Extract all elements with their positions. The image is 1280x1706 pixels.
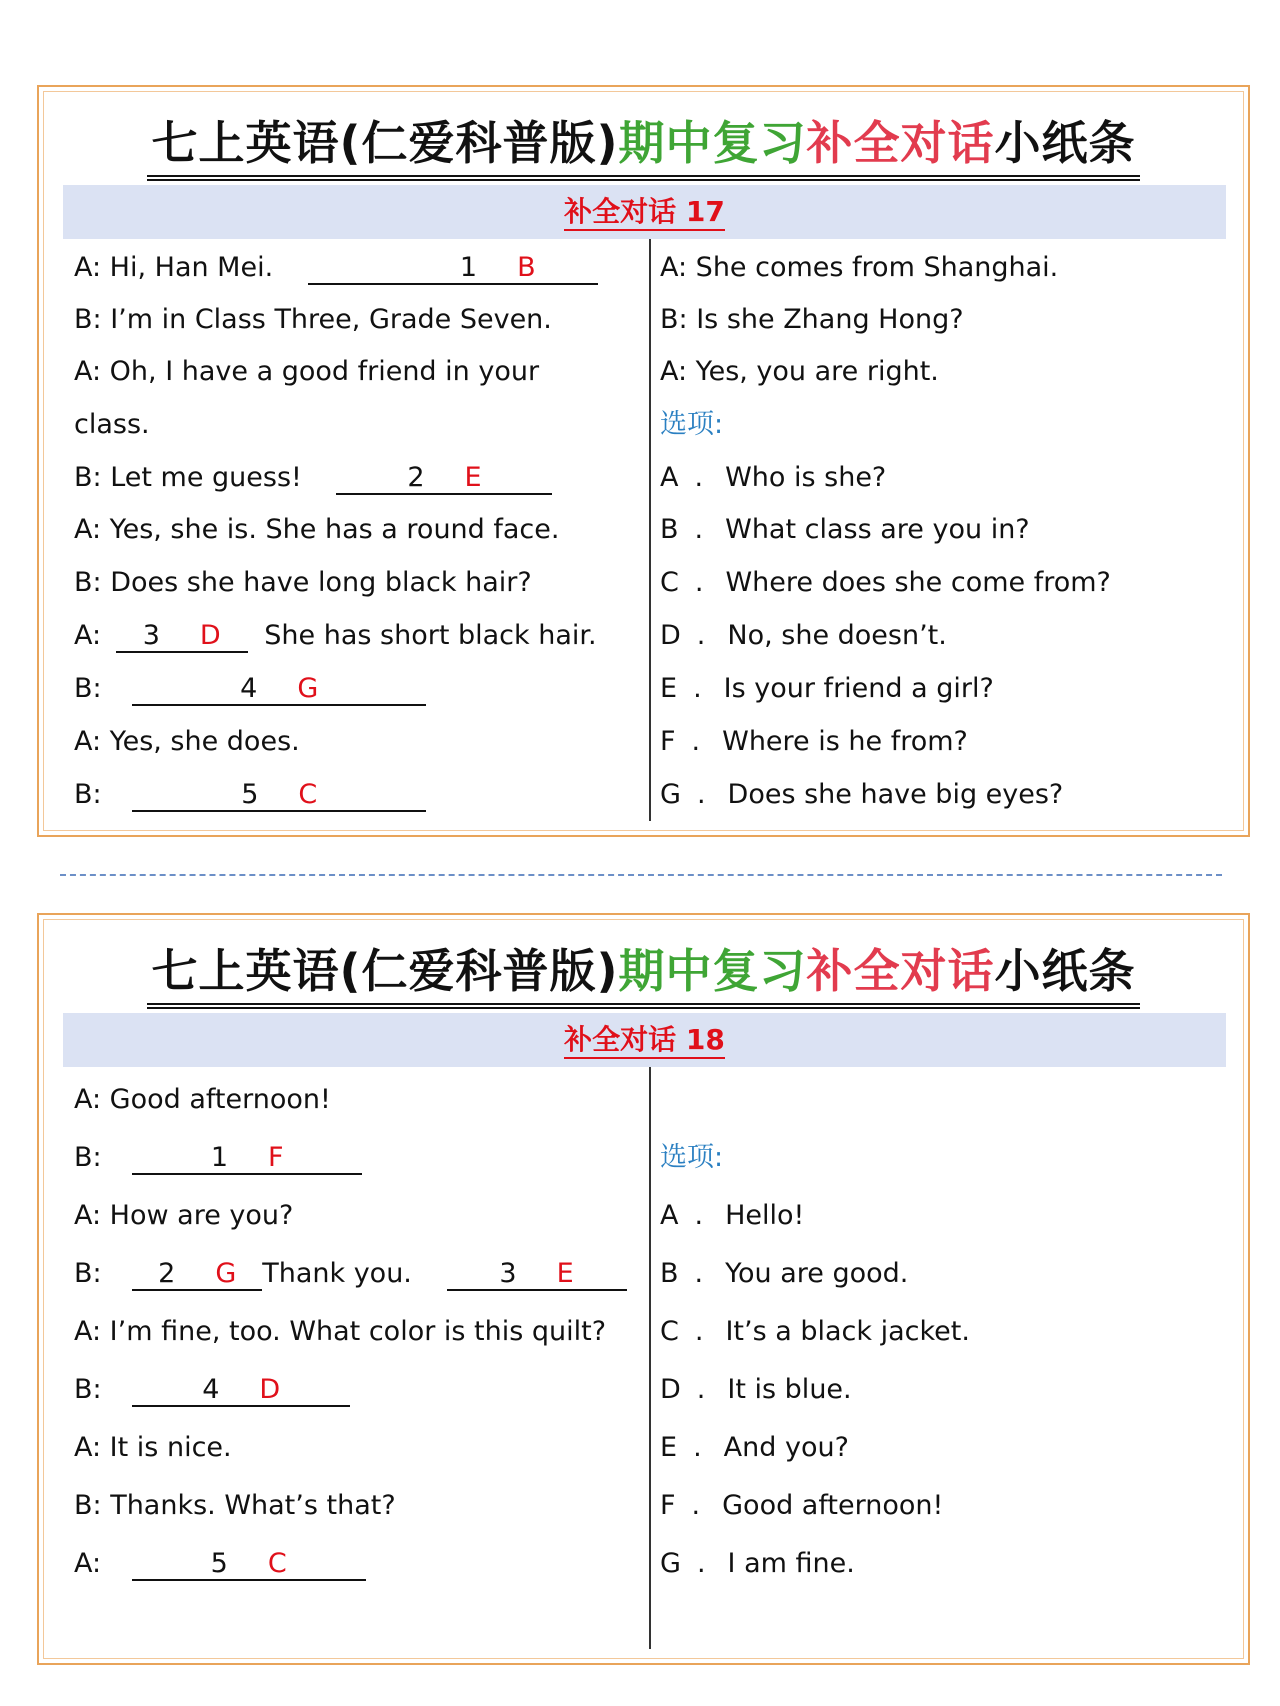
line-text: B: Let me guess! bbox=[74, 462, 302, 493]
option-item: C . Where does she come from? bbox=[660, 567, 1111, 598]
line-text: A: Good afternoon! bbox=[74, 1084, 331, 1115]
blank-answer: G bbox=[297, 673, 319, 704]
line-text: B: Does she have long black hair? bbox=[74, 567, 532, 598]
dialogue-line bbox=[74, 619, 597, 653]
dialogue-line bbox=[74, 1489, 396, 1523]
dialogue-line bbox=[74, 672, 426, 706]
blank-answer: C bbox=[298, 779, 318, 810]
option-item: F . Where is he from? bbox=[660, 726, 968, 757]
option-letter: C bbox=[660, 1316, 679, 1347]
option-item: D . It is blue. bbox=[660, 1374, 852, 1405]
speaker-label: B: bbox=[74, 673, 102, 704]
blank-number: 4 bbox=[240, 673, 258, 704]
dialogue-line bbox=[660, 303, 964, 337]
dialogue-line bbox=[74, 461, 552, 495]
title-part-3: 补全对话 bbox=[806, 944, 995, 998]
option-text: You are good. bbox=[725, 1258, 909, 1289]
option-text: No, she doesn’t. bbox=[727, 620, 947, 651]
option-text: It is blue. bbox=[727, 1374, 852, 1405]
dialogue-line bbox=[74, 1373, 350, 1407]
option-item: C . It’s a black jacket. bbox=[660, 1316, 970, 1347]
option-item: F . Good afternoon! bbox=[660, 1490, 944, 1521]
option-text: Who is she? bbox=[725, 462, 887, 493]
answer-blank bbox=[116, 619, 248, 653]
dialogue-line bbox=[74, 408, 150, 442]
dialogue-line bbox=[660, 251, 1058, 285]
option-text: Where is he from? bbox=[722, 726, 968, 757]
title-part-1: 七上英语(仁爱科普版) bbox=[151, 944, 619, 998]
dialogue-line bbox=[74, 355, 539, 389]
blank-answer: E bbox=[464, 462, 482, 493]
title-part-1: 七上英语(仁爱科普版) bbox=[151, 116, 619, 170]
option-letter: A bbox=[660, 1200, 679, 1231]
option-letter: A bbox=[660, 462, 679, 493]
answer-blank bbox=[132, 1141, 362, 1175]
blank-number: 5 bbox=[241, 779, 259, 810]
dialogue-line bbox=[74, 1431, 232, 1465]
title-part-2: 期中复习 bbox=[618, 116, 807, 170]
blank-answer: D bbox=[259, 1374, 281, 1405]
line-text: A: Yes, she does. bbox=[74, 726, 300, 757]
option-text: Is your friend a girl? bbox=[723, 673, 994, 704]
line-text: A: Yes, you are right. bbox=[660, 356, 939, 387]
dialogue-line bbox=[74, 566, 532, 600]
option-text: I am fine. bbox=[727, 1548, 855, 1579]
blank-answer: B bbox=[517, 252, 536, 283]
option-letter: F bbox=[660, 726, 676, 757]
column-divider bbox=[649, 1067, 651, 1649]
option-text: Does she have big eyes? bbox=[727, 779, 1064, 810]
answer-blank bbox=[132, 1547, 366, 1581]
dialogue-line bbox=[74, 513, 559, 547]
option-item: B . What class are you in? bbox=[660, 514, 1030, 545]
option-item: G . I am fine. bbox=[660, 1548, 855, 1579]
blank-answer: D bbox=[199, 620, 221, 651]
line-text: B: Is she Zhang Hong? bbox=[660, 304, 964, 335]
answer-blank bbox=[132, 778, 426, 812]
speaker-label: B: bbox=[74, 1142, 102, 1173]
line-text: A: How are you? bbox=[74, 1200, 294, 1231]
dialogue-line bbox=[74, 1315, 606, 1349]
speaker-label: B: bbox=[74, 1374, 102, 1405]
blank-answer: E bbox=[556, 1258, 574, 1289]
line-text: She has short black hair. bbox=[264, 620, 597, 651]
title-part-4: 小纸条 bbox=[994, 116, 1136, 170]
dialogue-card-18 bbox=[37, 913, 1250, 1665]
option-letter: G bbox=[660, 1548, 681, 1579]
section-heading: 补全对话 18 bbox=[564, 1023, 725, 1059]
answer-blank bbox=[447, 1257, 627, 1291]
blank-number: 2 bbox=[158, 1258, 176, 1289]
column-divider bbox=[649, 239, 651, 821]
blank-number: 1 bbox=[459, 252, 478, 283]
option-item: E . Is your friend a girl? bbox=[660, 673, 994, 704]
line-text: Thank you. bbox=[262, 1258, 412, 1289]
blank-answer: C bbox=[267, 1548, 287, 1579]
option-letter: E bbox=[660, 673, 678, 704]
option-item: A . Who is she? bbox=[660, 462, 887, 493]
dialogue-line bbox=[74, 725, 300, 759]
options-label: 选项: bbox=[660, 409, 724, 440]
dialogue-line bbox=[74, 1199, 293, 1233]
option-letter: F bbox=[660, 1490, 676, 1521]
option-item: E . And you? bbox=[660, 1432, 849, 1463]
blank-number: 3 bbox=[499, 1258, 517, 1289]
speaker-label: B: bbox=[74, 779, 102, 810]
option-letter: D bbox=[660, 620, 681, 651]
option-text: And you? bbox=[723, 1432, 849, 1463]
option-text: Where does she come from? bbox=[725, 567, 1111, 598]
answer-blank bbox=[132, 1257, 262, 1291]
answer-blank bbox=[308, 251, 598, 285]
answer-blank bbox=[132, 1373, 350, 1407]
line-text: A: Hi, Han Mei. bbox=[74, 252, 274, 283]
dialogue-line bbox=[74, 778, 426, 812]
option-letter: E bbox=[660, 1432, 678, 1463]
option-letter: G bbox=[660, 779, 681, 810]
line-text: B: I’m in Class Three, Grade Seven. bbox=[74, 304, 552, 335]
title-part-2: 期中复习 bbox=[618, 944, 807, 998]
line-text: A: Oh, I have a good friend in your bbox=[74, 356, 540, 387]
option-letter: D bbox=[660, 1374, 681, 1405]
dialogue-line bbox=[660, 355, 939, 389]
option-text: What class are you in? bbox=[725, 514, 1030, 545]
speaker-label: B: bbox=[74, 1258, 102, 1289]
blank-number: 3 bbox=[142, 620, 160, 651]
line-text: A: She comes from Shanghai. bbox=[660, 252, 1059, 283]
dialogue-line bbox=[74, 1257, 627, 1291]
section-heading-band bbox=[63, 1013, 1226, 1067]
option-letter: C bbox=[660, 567, 679, 598]
option-item: A . Hello! bbox=[660, 1200, 805, 1231]
section-heading: 补全对话 17 bbox=[564, 195, 725, 231]
blank-answer: G bbox=[215, 1258, 237, 1289]
line-text: A: It is nice. bbox=[74, 1432, 232, 1463]
option-item: D . No, she doesn’t. bbox=[660, 620, 947, 651]
dialogue-line bbox=[74, 251, 598, 285]
line-text: B: Thanks. What’s that? bbox=[74, 1490, 396, 1521]
speaker-label: A: bbox=[74, 1548, 102, 1579]
dialogue-line bbox=[74, 303, 552, 337]
answer-blank bbox=[336, 461, 552, 495]
line-text: A: I’m fine, too. What color is this quilt? bbox=[74, 1316, 607, 1347]
blank-answer: F bbox=[268, 1142, 284, 1173]
option-text: Good afternoon! bbox=[722, 1490, 944, 1521]
line-text: A: Yes, she is. She has a round face. bbox=[74, 514, 560, 545]
blank-number: 1 bbox=[210, 1142, 229, 1173]
dialogue-line bbox=[74, 1083, 331, 1117]
option-letter: B bbox=[660, 1258, 679, 1289]
blank-number: 2 bbox=[407, 462, 425, 493]
page-title bbox=[39, 115, 1248, 181]
speaker-label: A: bbox=[74, 620, 102, 651]
dialogue-line bbox=[74, 1547, 366, 1581]
cut-line bbox=[60, 874, 1222, 876]
blank-number: 4 bbox=[202, 1374, 220, 1405]
option-letter: B bbox=[660, 514, 679, 545]
dialogue-line bbox=[74, 1141, 362, 1175]
option-item: B . You are good. bbox=[660, 1258, 909, 1289]
option-text: It’s a black jacket. bbox=[725, 1316, 970, 1347]
dialogue-card-17 bbox=[37, 85, 1250, 837]
page-title bbox=[39, 943, 1248, 1009]
line-text: class. bbox=[74, 409, 150, 440]
answer-blank bbox=[132, 672, 426, 706]
section-heading-band bbox=[63, 185, 1226, 239]
blank-number: 5 bbox=[210, 1548, 228, 1579]
title-part-3: 补全对话 bbox=[806, 116, 995, 170]
title-part-4: 小纸条 bbox=[994, 944, 1136, 998]
options-label: 选项: bbox=[660, 1142, 724, 1173]
option-text: Hello! bbox=[725, 1200, 805, 1231]
option-item: G . Does she have big eyes? bbox=[660, 779, 1064, 810]
